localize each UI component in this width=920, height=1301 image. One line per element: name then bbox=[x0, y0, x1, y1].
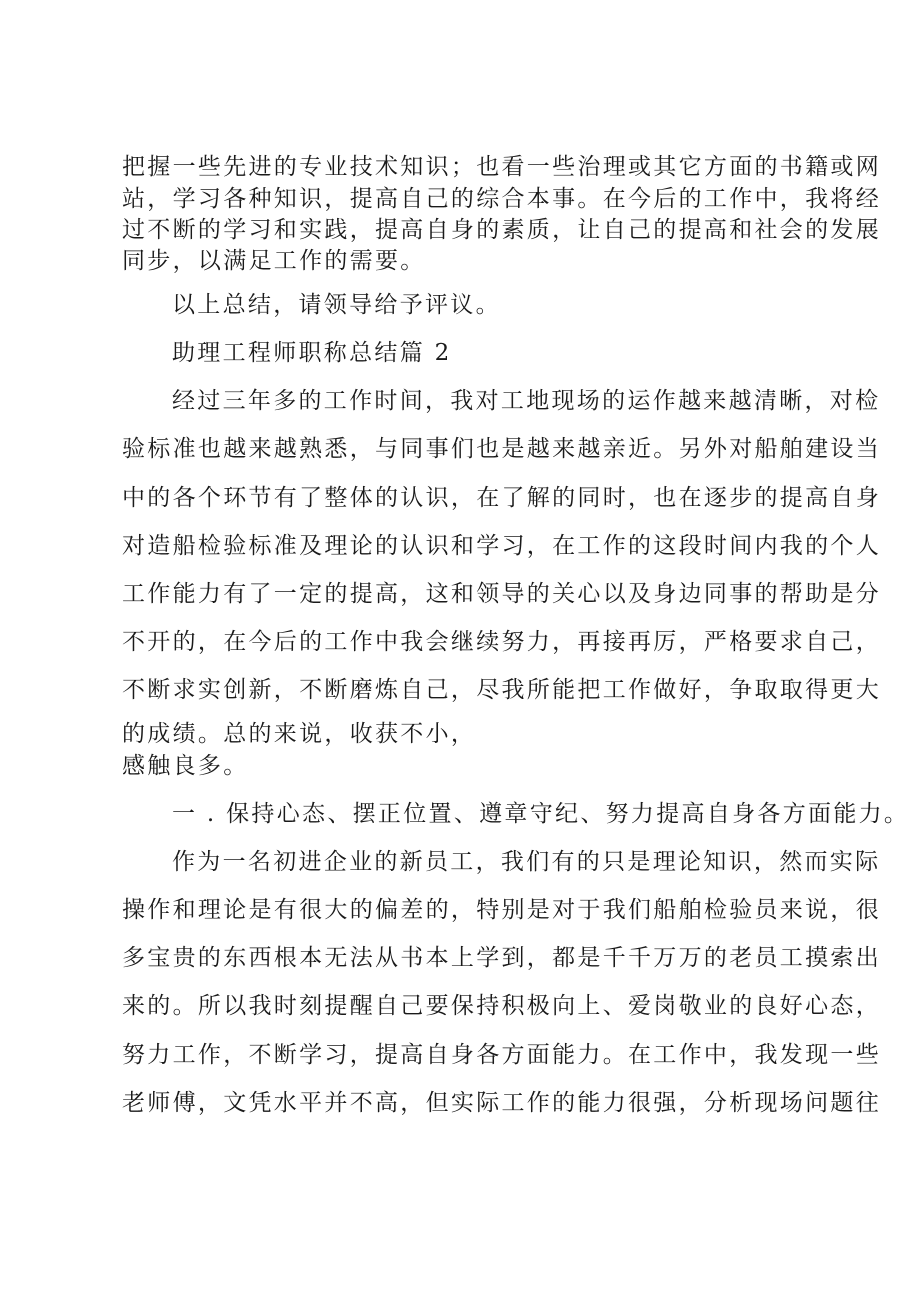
body-text-line: 把握一些先进的专业技术知识；也看一些治理或其它方面的书籍或网 bbox=[122, 154, 881, 180]
body-text-line: 中的各个环节有了整体的认识，在了解的同时，也在逐步的提高自身 bbox=[122, 485, 881, 511]
body-text-line: 感触良多。 bbox=[122, 753, 249, 779]
body-text-line: 工作能力有了一定的提高，这和领导的关心以及身边同事的帮助是分 bbox=[122, 581, 881, 607]
body-text-line: 同步，以满足工作的需要。 bbox=[122, 248, 426, 274]
body-text-line: 多宝贵的东西根本无法从书本上学到，都是千千万万的老员工摸索出 bbox=[122, 945, 881, 971]
body-text-line: 验标准也越来越熟悉，与同事们也是越来越亲近。另外对船舶建设当 bbox=[122, 436, 881, 462]
body-text-line: 过不断的学习和实践，提高自身的素质，让自己的提高和社会的发展 bbox=[122, 217, 881, 243]
body-text-line: 站，学习各种知识，提高自己的综合本事。在今后的工作中，我将经 bbox=[122, 186, 881, 212]
body-text-line: 作为一名初进企业的新员工，我们有的只是理论知识，然而实际 bbox=[172, 849, 881, 875]
body-text-line: 努力工作，不断学习，提高自身各方面能力。在工作中，我发现一些 bbox=[122, 1042, 881, 1068]
body-text-line: 经过三年多的工作时间，我对工地现场的运作越来越清晰，对检 bbox=[172, 388, 881, 414]
body-text-line: 的成绩。总的来说，收获不小， bbox=[122, 721, 477, 747]
body-text-line: 对造船检验标准及理论的认识和学习，在工作的这段时间内我的个人 bbox=[122, 533, 881, 559]
body-text-line: 操作和理论是有很大的偏差的，特别是对于我们船舶检验员来说，很 bbox=[122, 897, 881, 923]
section-heading: 助理工程师职称总结篇 2 bbox=[172, 340, 452, 366]
body-text-line: 来的。所以我时刻提醒自己要保持积极向上、爱岗敬业的良好心态， bbox=[122, 993, 881, 1019]
subsection-heading: 一 . 保持心态、摆正位置、遵章守纪、努力提高自身各方面能力。 bbox=[172, 801, 910, 827]
closing-line: 以上总结，请领导给予评议。 bbox=[172, 292, 501, 318]
body-text-line: 老师傅，文凭水平并不高，但实际工作的能力很强，分析现场问题往 bbox=[122, 1090, 881, 1116]
body-text-line: 不断求实创新，不断磨炼自己，尽我所能把工作做好，争取取得更大 bbox=[122, 677, 881, 703]
body-text-line: 不开的，在今后的工作中我会继续努力，再接再厉，严格要求自己， bbox=[122, 629, 881, 655]
